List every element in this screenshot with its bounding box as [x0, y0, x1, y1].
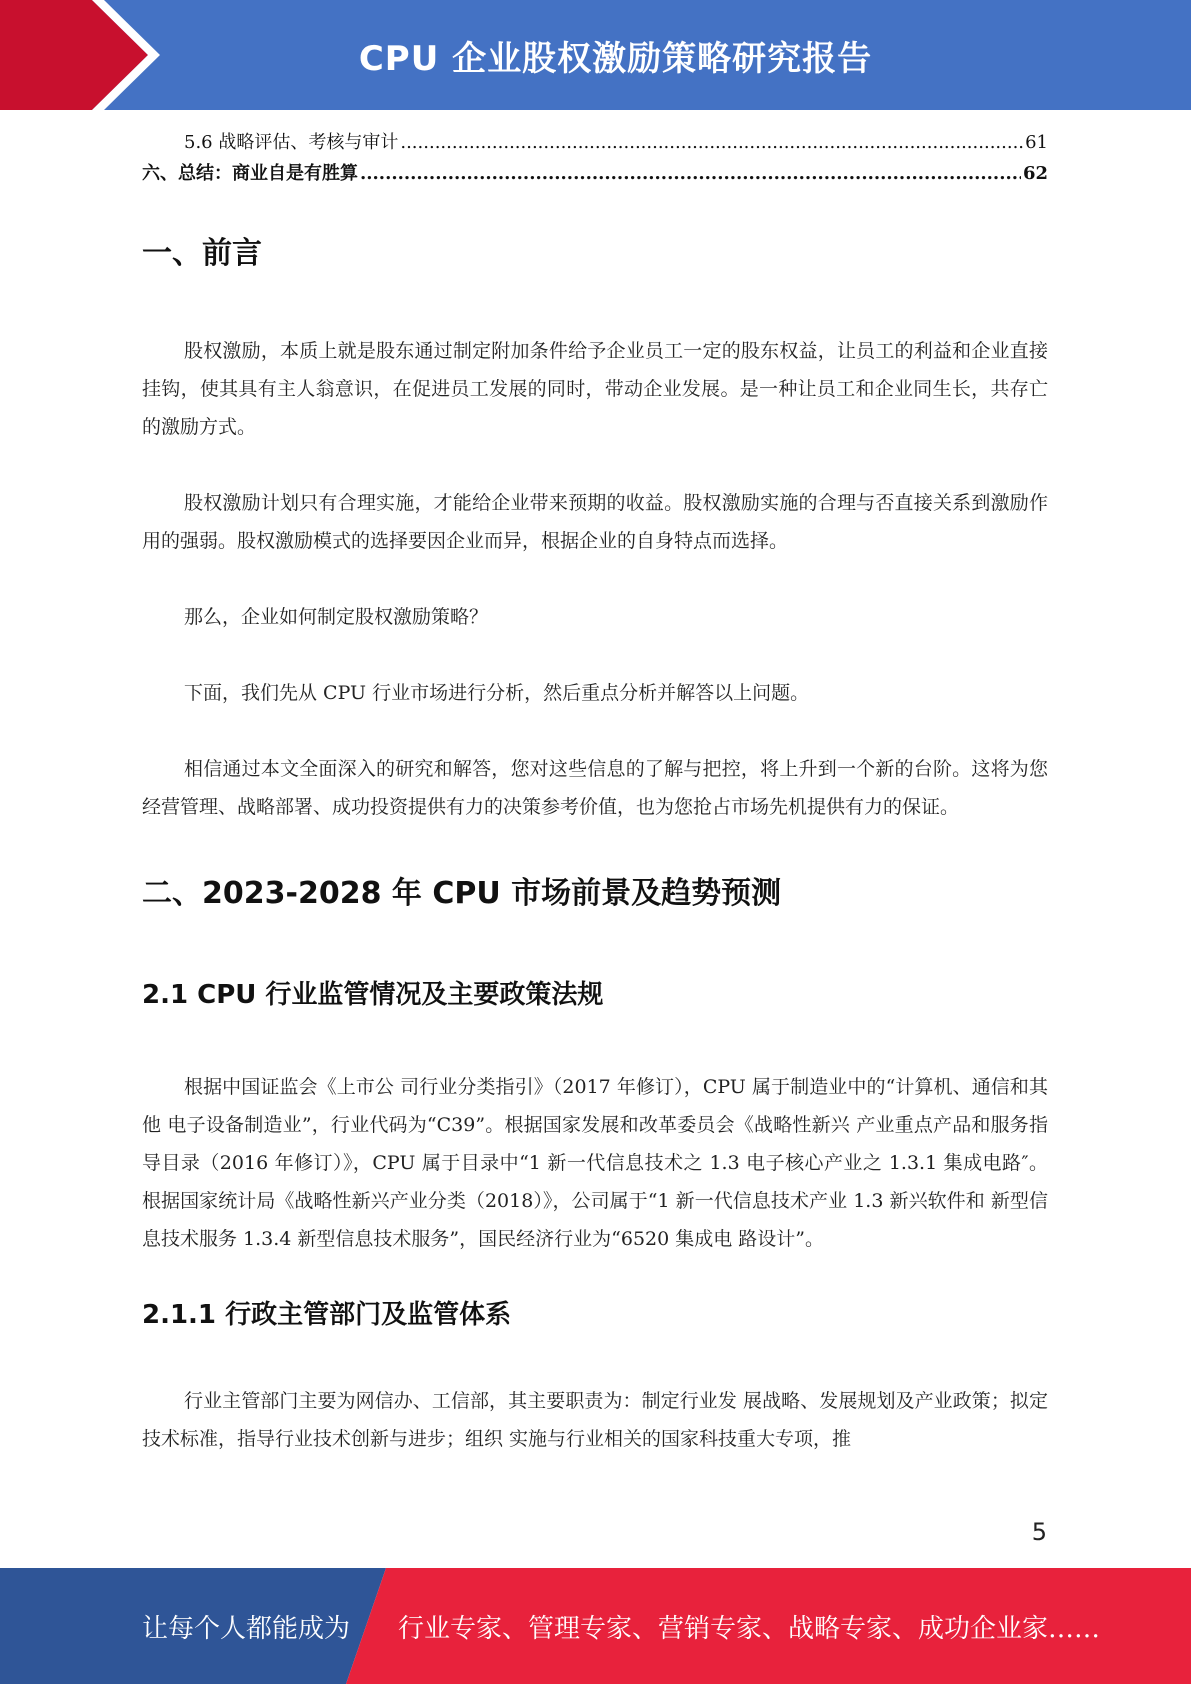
subsection-heading-regulation: 2.1 CPU 行业监管情况及主要政策法规 [142, 980, 604, 1010]
paragraph: 那么，企业如何制定股权激励策略？ [184, 606, 489, 628]
page-footer [0, 1568, 1191, 1684]
header-title: CPU 企业股权激励策略研究报告 [358, 38, 873, 79]
toc-leader-dots [400, 132, 1023, 153]
footer-slogan-right: 行业专家、管理专家、营销专家、战略专家、成功企业家…… [398, 1613, 1101, 1644]
footer-slogan-left: 让每个人都能成为 [142, 1613, 351, 1644]
toc-entry[interactable] [142, 159, 1048, 190]
section-heading-preface: 一、前言 [142, 236, 262, 271]
paragraph: 下面，我们先从 CPU 行业市场进行分析，然后重点分析并解答以上问题。 [184, 682, 810, 704]
page-number: 5 [1031, 1518, 1047, 1546]
paragraph: 相信通过本文全面深入的研究和解答，您对这些信息的了解与把控，将上升到一个新的台阶。这将为您经营管理、战略部署、成功投资提供有力的决策参考价值，也为您抢占市场先机提供有力的保证。 [142, 758, 1048, 818]
toc-entry-label: 六、总结：商业自是有胜算 [142, 163, 358, 184]
paragraph: 股权激励计划只有合理实施，才能给企业带来预期的收益。股权激励实施的合理与否直接关系到激励作用的强弱。股权激励模式的选择要因企业而异，根据企业的自身特点而选择。 [142, 492, 1048, 552]
document-body [142, 226, 1048, 1458]
toc-entry-page: 62 [1022, 163, 1048, 184]
paragraph: 行业主管部门主要为网信办、工信部，其主要职责为：制定行业发 展战略、发展规划及产业政策；拟定技术标准，指导行业技术创新与进步；组织 实施与行业相关的国家科技重大专项，推 [142, 1390, 1048, 1450]
paragraph: 股权激励，本质上就是股东通过制定附加条件给予企业员工一定的股东权益，让员工的利益和企业直接挂钩，使其具有主人翁意识，在促进员工发展的同时，带动企业发展。是一种让员工和企业同生长，共存亡的激励方式。 [142, 340, 1048, 438]
table-of-contents [142, 128, 1048, 190]
paragraph: 根据中国证监会《上市公 司行业分类指引》（2017 年修订），CPU 属于制造业中的“计算机、通信和其他 电子设备制造业”，行业代码为“C39”。根据国家发展和改革委员会《战略性新兴 产业重点产品和服务指导目录（2016 年修订）》，CPU 属于目录中“1 新一代信息技术之 1.3 电子核心产业之 1.3.1 集成电路″。根据国家统计局《战略性新兴产业分类（2018）》，公司属于“1 新一代信息技术产业 1.3 新兴软件和 新型信息技术服务 1.3.4 新型信息技术服务”，国民经济行业为“6520 集成电 路设计”。 [142, 1076, 1048, 1250]
subsection-heading-authorities: 2.1.1 行政主管部门及监管体系 [142, 1300, 512, 1330]
toc-entry-label: 5.6 战略评估、考核与审计 [184, 132, 399, 153]
toc-entry-page: 61 [1025, 132, 1048, 153]
toc-leader-dots [360, 163, 1021, 184]
toc-entry[interactable] [142, 128, 1048, 159]
page-header [0, 0, 1191, 110]
section-heading-market-outlook: 二、2023-2028 年 CPU 市场前景及趋势预测 [142, 876, 782, 911]
